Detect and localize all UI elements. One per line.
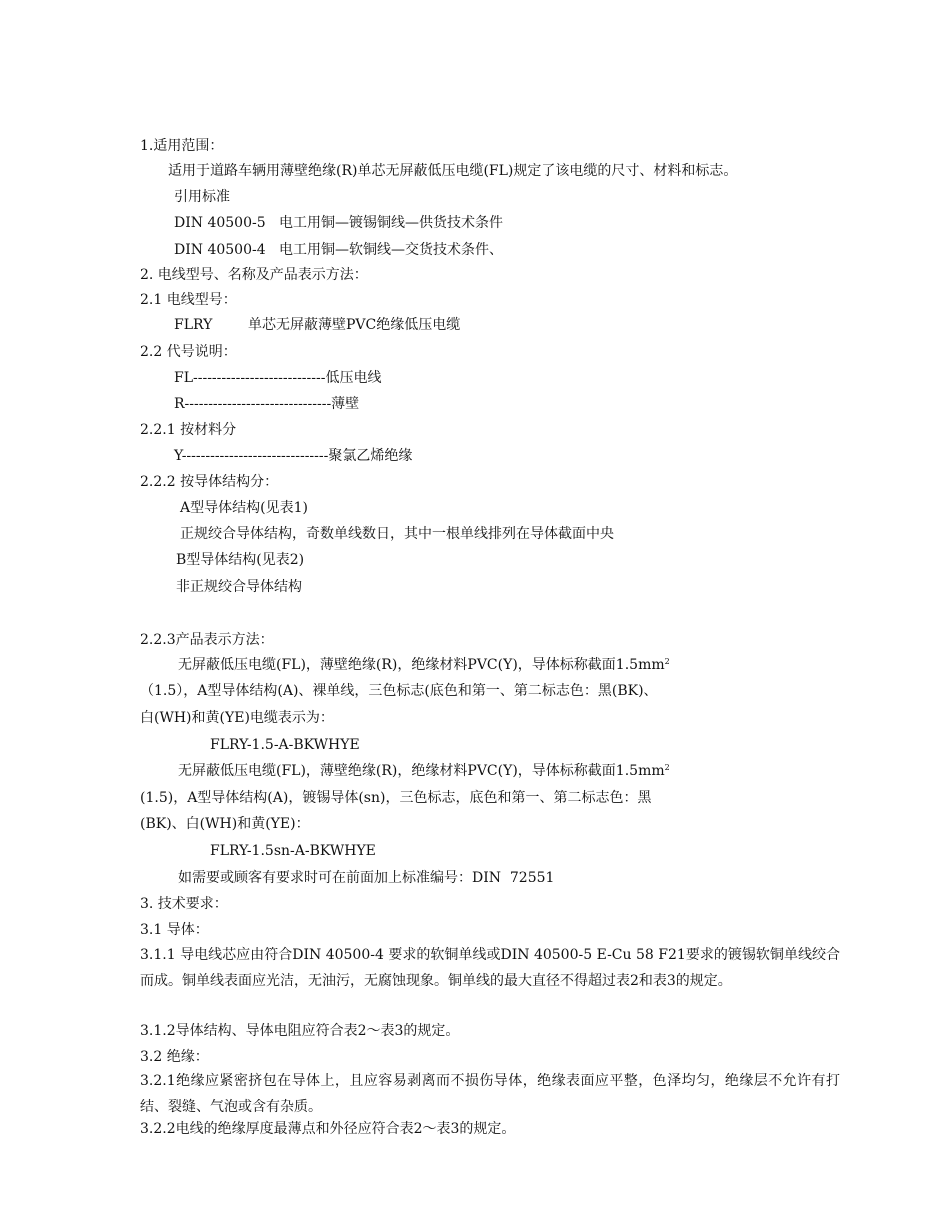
- example-1-line-3: 白(WH)和黄(YE)电缆表示为：: [140, 710, 334, 726]
- code-fl-line: FL----------------------------低压电线: [174, 370, 382, 386]
- conductor-type-b-desc: 非正规绞合导体结构: [176, 579, 302, 595]
- section-2-2-3-title: 2.2.3产品表示方法：: [140, 632, 274, 648]
- section-3-1-title: 3.1 导体：: [140, 922, 209, 938]
- section-3-1-2-line: 3.1.2导体结构、导体电阻应符合表2～表3的规定。: [140, 1023, 460, 1039]
- superscript-2: 2: [664, 657, 670, 666]
- example-1-code: FLRY-1.5-A-BKWHYE: [210, 737, 360, 753]
- superscript-2: 2: [664, 763, 670, 772]
- reference-standards-title: 引用标准: [174, 189, 230, 205]
- din-standard-note: 如需要或顾客有要求时可在前面加上标准编号：DIN 72551: [178, 870, 555, 886]
- reference-standard-2: DIN 40500-4 电工用铜—软铜线—交货技术条件、: [174, 242, 503, 258]
- section-2-title: 2. 电线型号、名称及产品表示方法：: [140, 267, 368, 283]
- section-3-2-1-paragraph: 3.2.1绝缘应紧密挤包在导体上，且应容易剥离而不损伤导体，绝缘表面应平整，色泽均匀，绝缘层不允许有打结、裂缝、气泡或含有杂质。: [140, 1073, 840, 1115]
- section-1-title: 1.适用范围：: [140, 138, 224, 154]
- section-3-2-2-line: 3.2.2电线的绝缘厚度最薄点和外径应符合表2～表3的规定。: [140, 1121, 516, 1137]
- example-2-line-1: 无屏蔽低压电缆(FL)，薄壁绝缘(R)，绝缘材料PVC(Y)，导体标称截面$1.5mm^2$: [178, 763, 670, 779]
- conductor-type-a-desc: 正规绞合导体结构，奇数单线数日，其中一根单线排列在导体截面中央: [180, 526, 614, 542]
- example-1-line-2: （1.5），A型导体结构(A)、裸单线，三色标志(底色和第一、第二标志色：黑(BK)、: [140, 683, 658, 699]
- example-2-line-2: (1.5)，A型导体结构(A)，镀锡导体(sn)，三色标志，底色和第一、第二标志色：黑: [140, 790, 652, 806]
- reference-standard-1: DIN 40500-5 电工用铜—镀锡铜线—供货技术条件: [174, 215, 503, 231]
- section-2-2-title: 2.2 代号说明：: [140, 344, 237, 360]
- conductor-type-b: B型导体结构(见表2): [176, 552, 305, 568]
- conductor-type-a: A型导体结构(见表1): [180, 500, 308, 516]
- section-2-2-2-title: 2.2.2 按导体结构分：: [140, 474, 279, 490]
- example-1-line-1: 无屏蔽低压电缆(FL)，薄壁绝缘(R)，绝缘材料PVC(Y)，导体标称截面$1.5mm^2$: [178, 657, 670, 673]
- example-2-line-3: (BK)、白(WH)和黄(YE)：: [140, 816, 310, 832]
- section-3-2-title: 3.2 绝缘：: [140, 1049, 209, 1065]
- code-r-line: R-------------------------------薄壁: [174, 396, 360, 412]
- section-1-body: 适用于道路车辆用薄壁绝缘(R)单芯无屏蔽低压电缆(FL)规定了该电缆的尺寸、材料和标志。: [168, 163, 738, 179]
- section-2-2-1-title: 2.2.1 按材料分: [140, 422, 237, 438]
- section-3-1-1-paragraph: 3.1.1 导电线芯应由符合DIN 40500-4 要求的软铜单线或DIN 40500-5 E-Cu 58 F21要求的镀锡软铜单线绞合而成。铜单线表面应光洁，无油污，无腐蚀现象。铜单线的最大直径不得超过表2和表3的规定。: [140, 947, 840, 989]
- section-2-1-title: 2.1 电线型号：: [140, 292, 237, 308]
- code-y-line: Y-------------------------------聚氯乙烯绝缘: [174, 448, 413, 464]
- section-3-title: 3. 技术要求：: [140, 896, 228, 912]
- example-2-code: FLRY-1.5sn-A-BKWHYE: [210, 843, 376, 859]
- wire-model-line: FLRY 单芯无屏蔽薄壁PVC绝缘低压电缆: [174, 317, 461, 333]
